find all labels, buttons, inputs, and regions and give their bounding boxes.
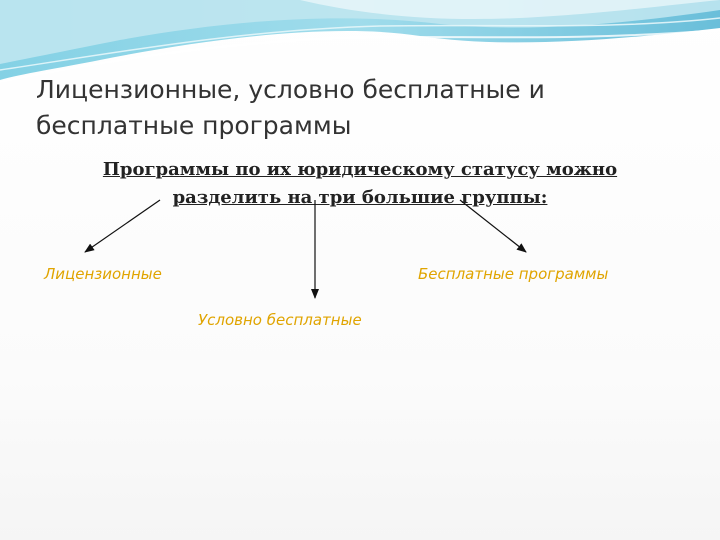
arrow-to-free	[460, 200, 526, 252]
slide-title: Лицензионные, условно бесплатные и бесплатные программы	[36, 75, 545, 140]
group-shareware: Условно бесплатные	[198, 311, 362, 329]
arrow-to-licensed	[85, 200, 160, 252]
diagram-heading: Программы по их юридическому статусу можно разделить на три большие группы:	[102, 159, 618, 208]
group-licensed: Лицензионные	[44, 265, 162, 283]
group-free: Бесплатные программы	[418, 265, 609, 283]
